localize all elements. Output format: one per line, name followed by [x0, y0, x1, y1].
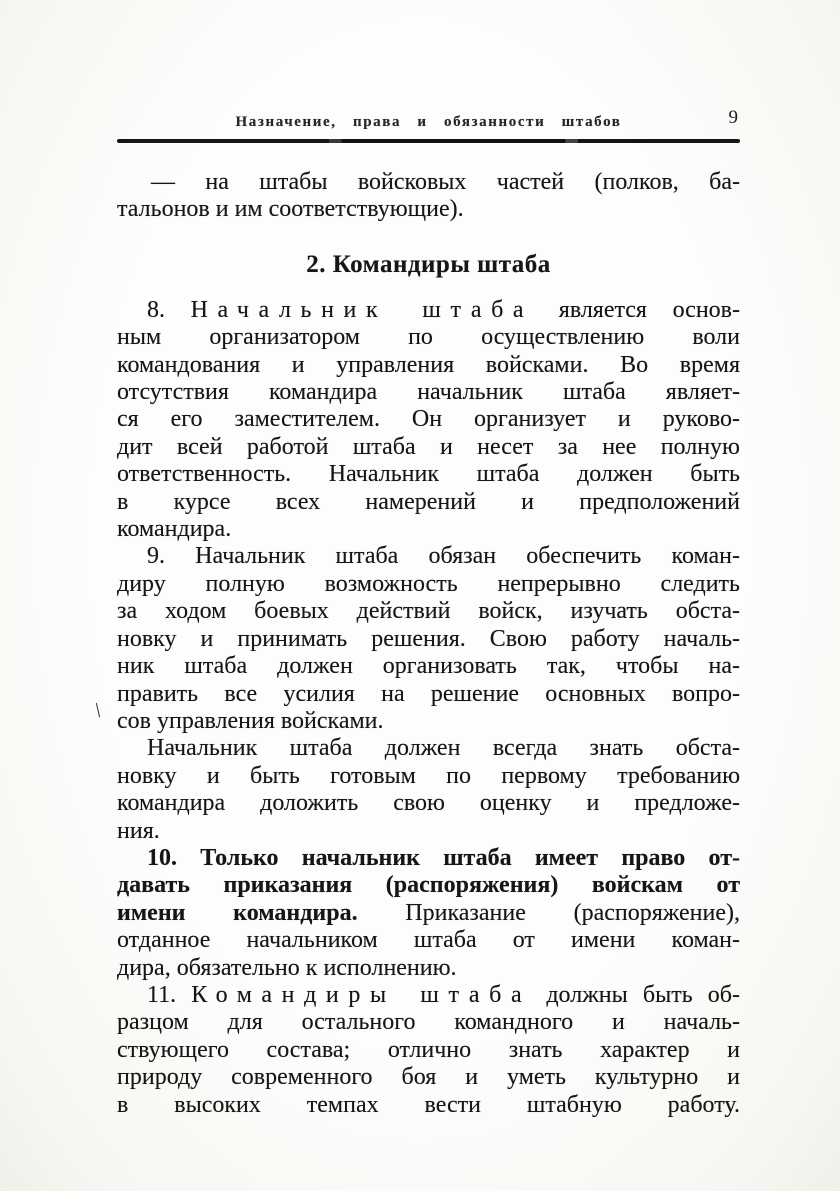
paragraph-9-continuation [117, 735, 740, 845]
header-rule [117, 139, 740, 143]
text-line: 10. Только начальник штаба имеет право от- [147, 844, 740, 871]
page-number: 9 [728, 107, 738, 128]
section-heading: 2. Командиры штаба [306, 250, 551, 278]
running-head-title: Назначение, права и обязанности штабов [235, 114, 622, 130]
text-line: сов управления войсками. [117, 707, 384, 734]
text-line: командира. [117, 516, 232, 543]
item-number: 8. [147, 296, 191, 323]
text-line: править все усилия на решение основных вопро- [117, 680, 740, 707]
text-line: диру полную возможность непрерывно следить [117, 570, 740, 597]
text-line: новку и принимать решения. Свою работу началь- [117, 625, 740, 652]
paragraph-8 [117, 297, 740, 544]
text-line: давать приказания (распоряжения) войскам от [117, 872, 740, 899]
text-line: дит всей работой штаба и несет за нее полную [117, 433, 740, 460]
text-line: ся его заместителем. Он организует и руково- [117, 406, 740, 433]
paragraph-10 [117, 845, 740, 982]
text-line [117, 900, 740, 927]
text-line: тальонов и им соответствующие). [117, 196, 464, 223]
text-line: 9. Начальник штаба обязан обеспечить коман- [147, 543, 740, 570]
emphasized-term: Начальник штаба [190, 296, 534, 323]
paragraph-9 [117, 543, 740, 735]
text-line: отданное начальником штаба от имени коман- [117, 927, 740, 954]
text-line: командира доложить свою оценку и предложе- [117, 790, 740, 817]
text-line: в курсе всех намерений и предположений [117, 488, 740, 515]
emphasized-term: Командиры штаба [191, 981, 532, 1008]
text-line: отсутствия командира начальник штаба являет- [117, 379, 740, 406]
text-line: ответственность. Начальник штаба должен быть [117, 461, 740, 488]
text-line: разцом для остального командного и началь- [117, 1009, 740, 1036]
text-line: ным организатором по осуществлению воли [117, 324, 740, 351]
item-number: 11. [147, 981, 192, 1008]
paragraph-intro [117, 169, 740, 224]
paragraph-11 [117, 982, 740, 1119]
text-line: ствующего состава; отлично знать характер и [117, 1036, 740, 1063]
line-text: должны быть об- [531, 981, 740, 1008]
bold-segment: имени командира. [117, 899, 358, 926]
text-line: ния. [117, 817, 160, 844]
line-text: Приказание (распоряжение), [357, 899, 741, 926]
text-line: Начальник штаба должен всегда знать обста- [147, 735, 740, 762]
text-line: ник штаба должен организовать так, чтобы на- [117, 653, 740, 680]
running-head [117, 107, 740, 134]
line-text: является основ- [533, 296, 740, 323]
body-text [117, 169, 740, 1119]
text-line: командования и управления войсками. Во время [117, 351, 740, 378]
text-line: новку и быть готовым по первому требованию [117, 762, 740, 789]
text-line: — на штабы войсковых частей (полков, ба- [151, 169, 740, 195]
margin-mark: \ [93, 697, 103, 723]
text-line: за ходом боевых действий войск, изучать обста- [117, 598, 740, 625]
text-line: в высоких темпах вести штабную работу. [117, 1091, 740, 1118]
text-line [117, 297, 740, 324]
text-line: дира, обязательно к исполнению. [117, 954, 457, 981]
text-block [117, 107, 741, 1119]
text-line: природу современного боя и уметь культурно и [117, 1064, 740, 1091]
text-line [117, 982, 740, 1009]
